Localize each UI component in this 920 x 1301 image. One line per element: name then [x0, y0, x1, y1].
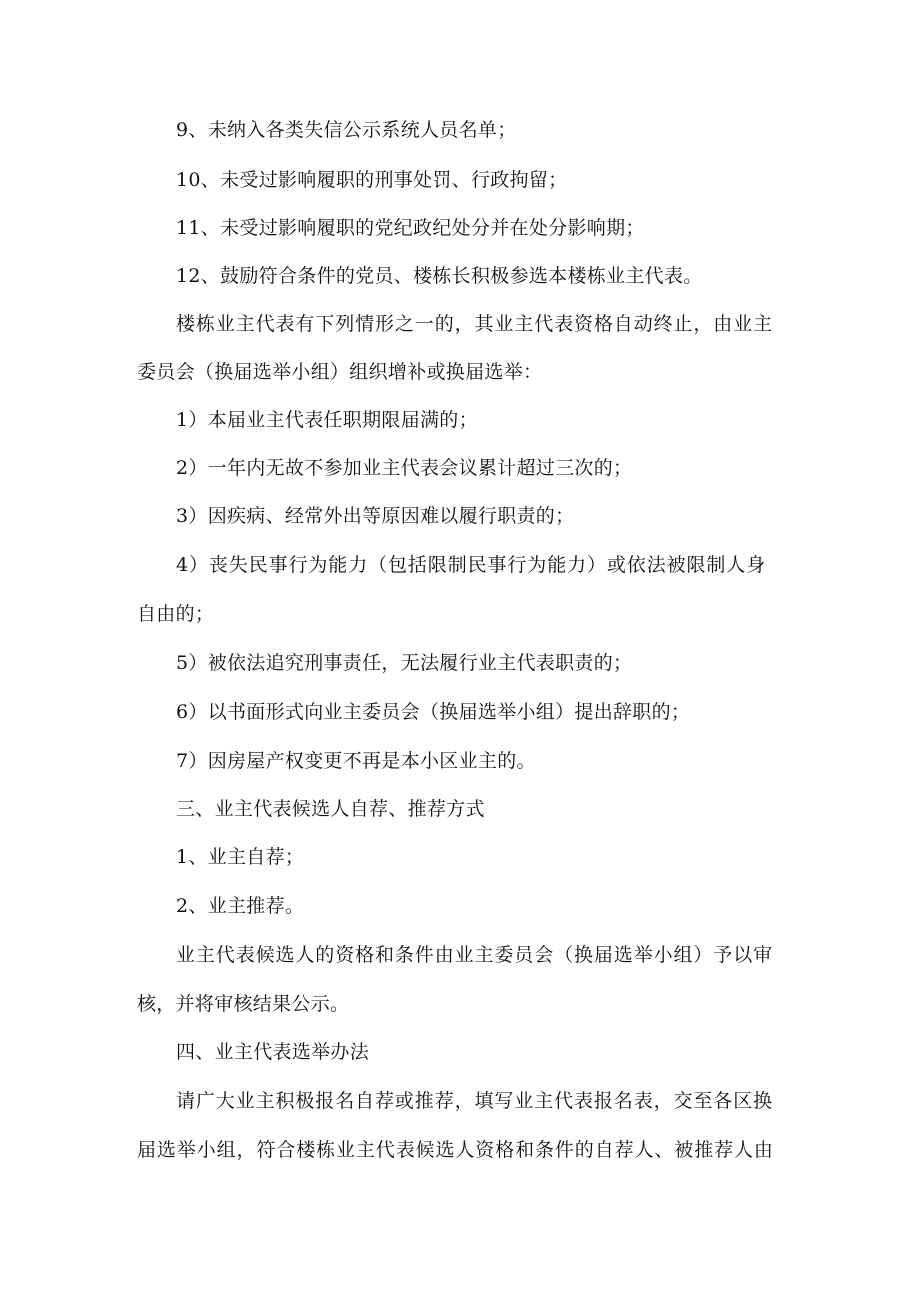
text-line: 1）本届业主代表任职期限届满的；	[176, 409, 478, 431]
text-line: 7）因房屋产权变更不再是本小区业主的。	[176, 750, 536, 772]
section-heading: 四、业主代表选举办法	[176, 1041, 370, 1063]
text-line: 委员会（换届选举小组）组织增补或换届选举：	[137, 361, 543, 383]
text-line: 楼栋业主代表有下列情形之一的，其业主代表资格自动终止，由业主	[176, 313, 774, 335]
text-line: 3）因疾病、经常外出等原因难以履行职责的；	[176, 505, 575, 527]
text-line: 2、业主推荐。	[176, 895, 305, 917]
text-line: 自由的；	[137, 603, 215, 625]
text-line: 9、未纳入各类失信公示系统人员名单；	[176, 119, 517, 141]
text-line: 5）被依法追究刑事责任，无法履行业主代表职责的；	[176, 652, 633, 674]
text-line: 1、业主自荐；	[176, 846, 305, 868]
text-line: 请广大业主积极报名自荐或推荐，填写业主代表报名表，交至各区换	[176, 1090, 774, 1112]
text-line: 12、鼓励符合条件的党员、楼栋长积极参选本楼栋业主代表。	[176, 265, 703, 287]
text-line: 届选举小组，符合楼栋业主代表候选人资格和条件的自荐人、被推荐人由	[137, 1139, 774, 1161]
text-line: 6）以书面形式向业主委员会（换届选举小组）提出辞职的；	[176, 701, 691, 723]
text-line: 2）一年内无故不参加业主代表会议累计超过三次的；	[176, 457, 633, 479]
text-line: 11、未受过影响履职的党纪政纪处分并在处分影响期；	[176, 217, 645, 239]
text-line: 10、未受过影响履职的刑事处罚、行政拘留；	[176, 169, 568, 191]
section-heading: 三、业主代表候选人自荐、推荐方式	[176, 798, 485, 820]
text-line: 4）丧失民事行为能力（包括限制民事行为能力）或依法被限制人身	[176, 554, 767, 576]
text-line: 核，并将审核结果公示。	[137, 993, 350, 1015]
text-line: 业主代表候选人的资格和条件由业主委员会（换届选举小组）予以审	[176, 944, 774, 966]
